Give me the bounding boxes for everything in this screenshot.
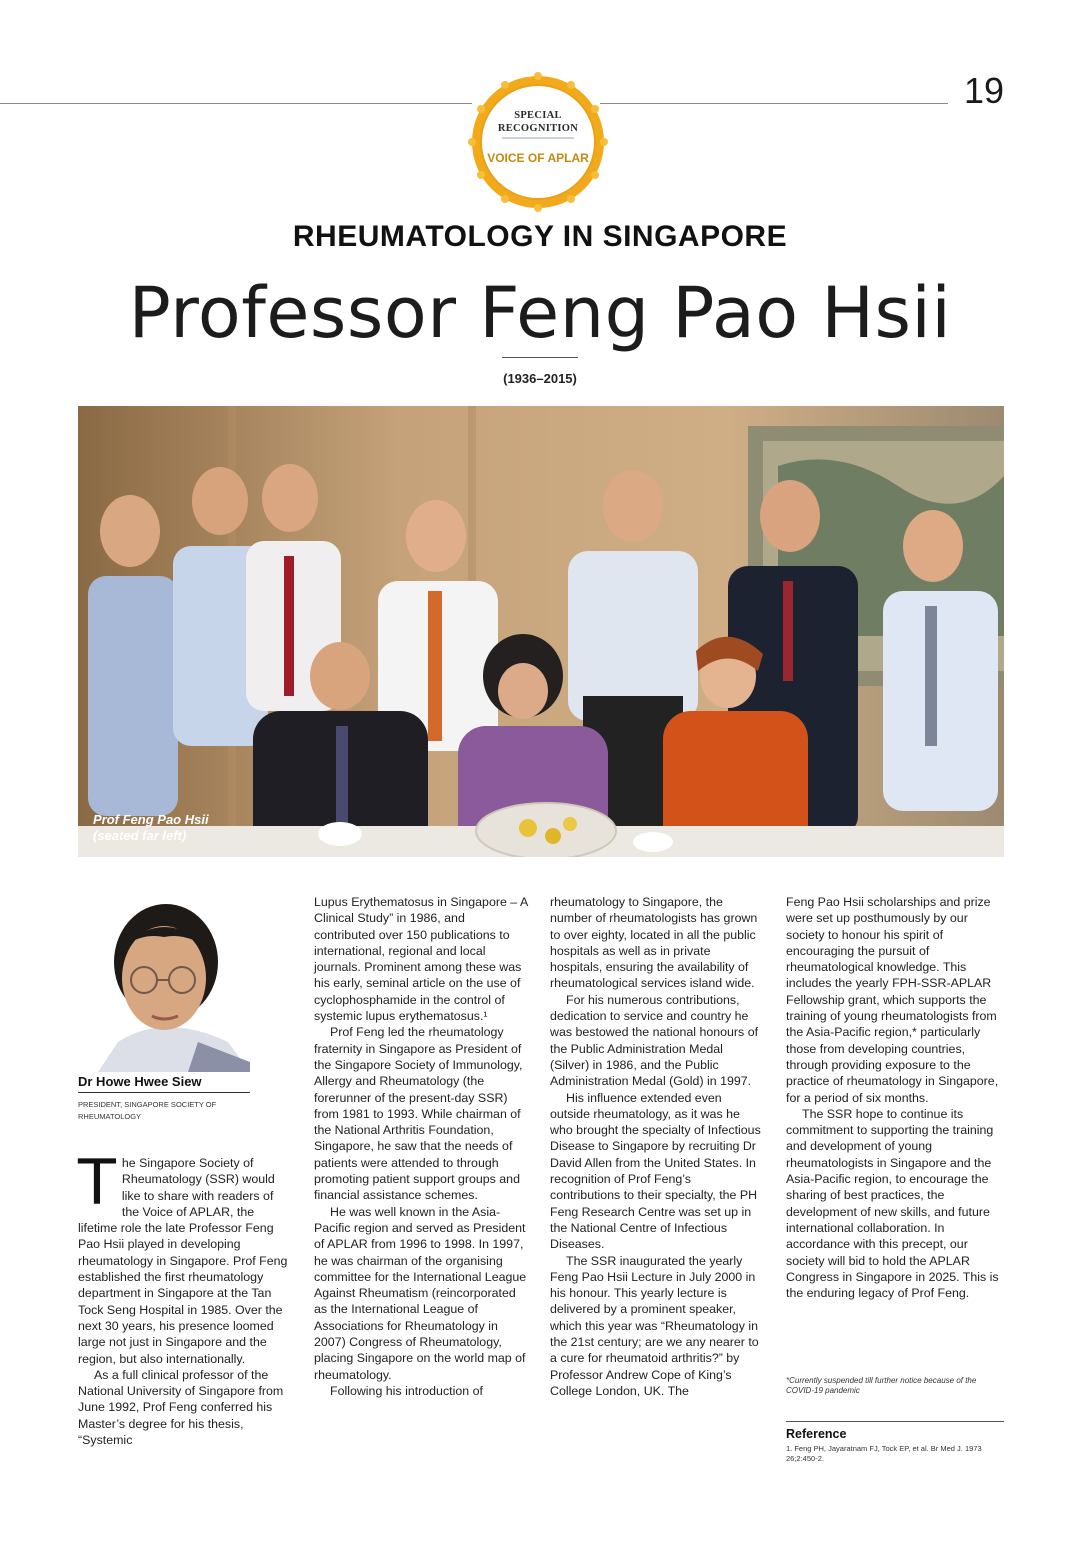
special-recognition-badge	[468, 72, 608, 212]
author-name: Dr Howe Hwee Siew	[78, 1074, 202, 1089]
article-column-4	[786, 894, 1004, 1301]
page-number: 19	[964, 70, 1005, 111]
article-paragraph-9: The SSR hope to continue its commitment to supporting the training and development of young rheumatologists in Singapore and the Asia-Pacific region, to encourage the sharing of best practices, the development of new skills, and future international collaboration. In accordance with this precept, our society will bid to hold the APLAR Congress in Singapore in 2025. This is the enduring legacy of Prof Feng.	[786, 1106, 999, 1301]
article-paragraph-5-continued: rheumatology to Singapore, the number of rheumatologists has grown to over eighty, located in all the public hospitals as well as in private hospitals, ensuring the availability of rheumatological services island wide.	[550, 895, 758, 991]
page-title: Professor Feng Pao Hsii	[128, 272, 952, 354]
footnote: *Currently suspended till further notice because of the COVID-19 pandemic	[786, 1376, 977, 1395]
group-photo	[78, 406, 1004, 857]
article-paragraph-6: For his numerous contributions, dedication to service and country he was bestowed the national honours of the Public Administration Medal (Silver) in 1986, and the Public Administration Medal (Gold) in 1997.	[550, 992, 759, 1089]
article-column-2	[314, 894, 528, 1399]
reference-heading: Reference	[786, 1427, 847, 1441]
article-paragraph-7: His influence extended even outside rheumatology, as it was he who brought the specialty of Infectious Disease to Singapore by recruiting Dr David Allen from the United States. In recognition of Prof Feng’s contributions to their specialty, the PH Feng Research Centre was set up in the National Centre of Infectious Diseases.	[550, 1090, 761, 1252]
header-rule-right	[600, 103, 948, 104]
article-column-1	[78, 1146, 292, 1448]
author-role: PRESIDENT, SINGAPORE SOCIETY OF RHEUMATOLOGY	[78, 1100, 217, 1121]
author-portrait	[78, 892, 250, 1072]
reference-text: 1. Feng PH, Jayaratnam FJ, Tock EP, et al. Br Med J. 1973 26;2:450-2.	[786, 1444, 982, 1463]
badge-line-3: VOICE OF APLAR	[487, 151, 589, 165]
article-paragraph-2: As a full clinical professor of the National University of Singapore from June 1992, Prof Feng conferred his Master’s degree for his thesis, “Systemic	[78, 1367, 284, 1448]
badge-line-1: SPECIAL	[514, 110, 562, 121]
title-divider	[502, 357, 578, 358]
article-paragraph-2-continued: Lupus Erythematosus in Singapore – A Clinical Study” in 1986, and contributed over 150 publications to international, regional and local journals. Prominent among these was his early, seminal article on the use of cyclophosphamide in the control of systemic lupus erythematosus.¹	[314, 895, 528, 1024]
article-paragraph-4: He was well known in the Asia-Pacific region and served as President of APLAR from 1996 to 1998. In 1997, he was chairman of the organising committee for the International League Against Rheumatism (reincorporated as the International League of Associations for Rheumatology in 2007) Congress of Rheumatology, placing Singapore on the world map of rheumatology.	[314, 1204, 527, 1382]
photo-caption	[93, 812, 293, 844]
reference-divider	[786, 1421, 1004, 1422]
section-kicker: RHEUMATOLOGY IN SINGAPORE	[292, 220, 788, 253]
header-rule-left	[0, 103, 472, 104]
article-paragraph-1: he Singapore Society of Rheumatology (SSR) would like to share with readers of the Voice of APLAR, the lifetime role the late Professor Feng Pao Hsii played in developing rheumatology in Singapore. Prof Feng established the first rheumatology department in Singapore at the Tan Tock Seng Hospital in 1985. Over the next 30 years, his presence loomed large not just in Singapore and the region, but also internationally.	[78, 1156, 288, 1366]
article-column-3	[550, 894, 764, 1399]
article-paragraph-8-continued: Feng Pao Hsii scholarships and prize were set up posthumously by our society to honour his spirit of encouraging the pursuit of rheumatological knowledge. This includes the yearly FPH-SSR-APLAR Fellowship grant, which supports the training of young rheumatologists from the Asia-Pacific region,* particularly those from developing countries, through providing exposure to the practice of rheumatology in Singapore, for a period of six months.	[786, 895, 999, 1105]
author-divider	[78, 1092, 250, 1093]
photo-caption-line-1: Prof Feng Pao Hsii	[93, 812, 209, 827]
article-paragraph-3: Prof Feng led the rheumatology fraternity in Singapore as President of the Singapore Society of Immunology, Allergy and Rheumatology (the forerunner of the present-day SSR) from 1981 to 1993. While chairman of the National Arthritis Foundation, Singapore, he saw that the needs of patients were attended to through promoting patient support groups and financial assistance schemes.	[314, 1025, 523, 1203]
badge-line-2: RECOGNITION	[497, 123, 579, 134]
article-paragraph-8: The SSR inaugurated the yearly Feng Pao Hsii Lecture in July 2000 in his honour. This yearly lecture is delivered by a prominent speaker, which this year was “Rheumatology in the 21st century; are we any nearer to a cure for rheumatoid arthritis?” by Professor Andrew Cope of King’s College London, UK. The	[550, 1253, 759, 1398]
life-years: (1936–2015)	[503, 371, 577, 386]
article-paragraph-5: Following his introduction of	[330, 1383, 483, 1398]
photo-caption-line-2: (seated far left)	[93, 828, 187, 843]
drop-cap: T	[78, 1146, 116, 1219]
